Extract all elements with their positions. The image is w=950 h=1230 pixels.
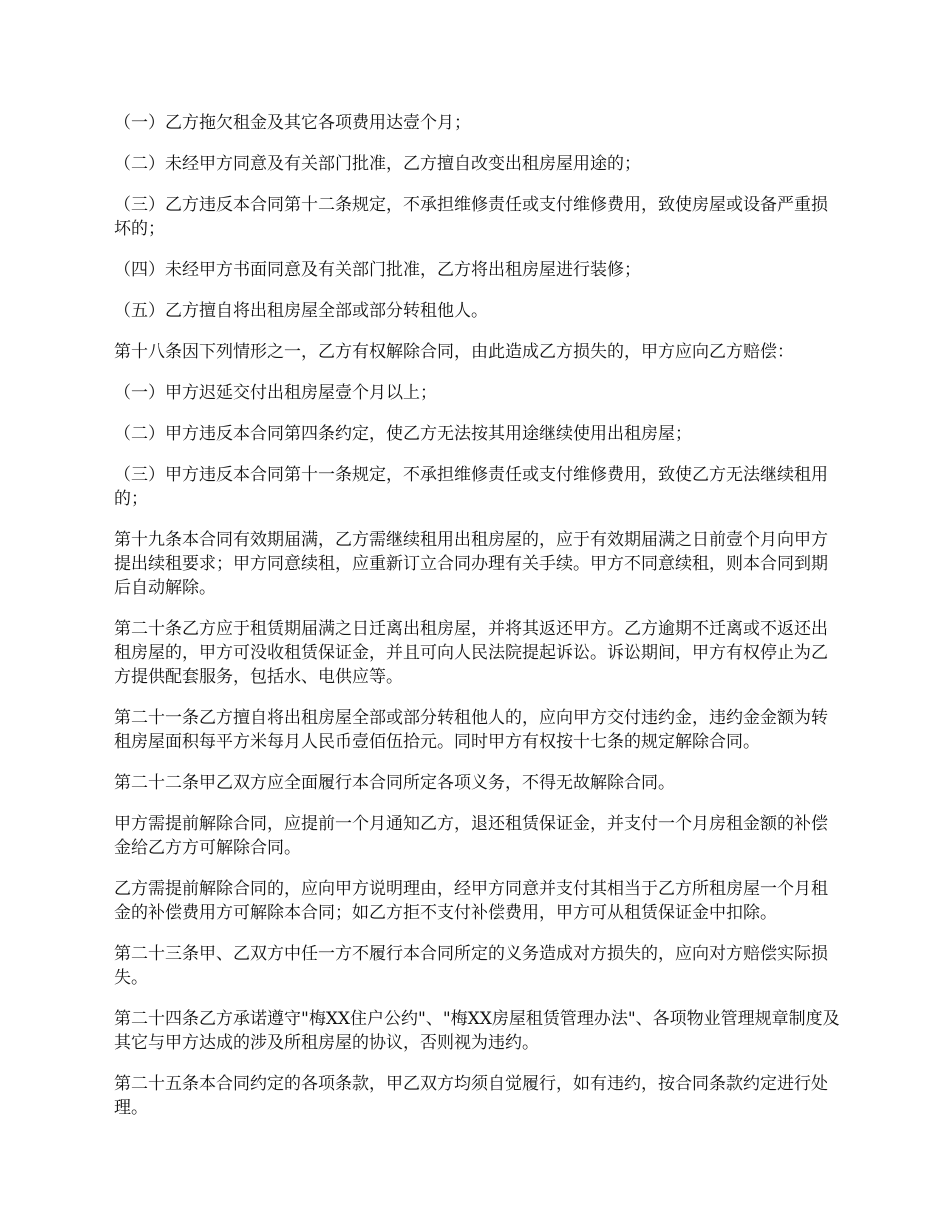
article-24: 第二十四条乙方承诺遵守"梅XX住户公约"、"梅XX房屋租赁管理办法"、各项物业管理规章制度及其它与甲方达成的涉及所租房屋的协议，否则视为违约。 (114, 1009, 840, 1053)
article-18: 第十八条因下列情形之一，乙方有权解除合同，由此造成乙方损失的，甲方应向乙方赔偿： (114, 342, 794, 362)
article-19: 第十九条本合同有效期届满，乙方需继续租用出租房屋的，应于有效期届满之日前壹个月向甲方提出续租要求；甲方同意续租，应重新订立合同办理有关手续。甲方不同意续租，则本合同到期后自动解除。 (114, 530, 828, 598)
article-22-party-a: 甲方需提前解除合同，应提前一个月通知乙方，退还租赁保证金，并支付一个月房租金额的补偿金给乙方方可解除合同。 (114, 814, 828, 858)
article-22: 第二十二条甲乙双方应全面履行本合同所定各项义务，不得无故解除合同。 (114, 773, 675, 793)
clause-item-2: （二）未经甲方同意及有关部门批准，乙方擅自改变出租房屋用途的； (114, 154, 641, 174)
article-18-item-1: （一）甲方迟延交付出租房屋壹个月以上； (114, 383, 437, 403)
article-20: 第二十条乙方应于租赁期届满之日迁离出租房屋，并将其返还甲方。乙方逾期不迁离或不返还出租房屋的，甲方可没收租赁保证金，并且可向人民法院提起诉讼。诉讼期间，甲方有权停止为乙方提供配套服务，包括水、电供应等。 (114, 619, 828, 687)
clause-item-3: （三）乙方违反本合同第十二条规定，不承担维修责任或支付维修费用，致使房屋或设备严重损坏的； (114, 195, 828, 239)
article-18-item-2: （二）甲方违反本合同第四条约定，使乙方无法按其用途继续使用出租房屋； (114, 424, 692, 444)
clause-item-4: （四）未经甲方书面同意及有关部门批准，乙方将出租房屋进行装修； (114, 260, 641, 280)
article-22-party-b: 乙方需提前解除合同的，应向甲方说明理由，经甲方同意并支付其相当于乙方所租房屋一个月租金的补偿费用方可解除本合同；如乙方拒不支付补偿费用，甲方可从租赁保证金中扣除。 (114, 879, 828, 923)
document-body (114, 111, 844, 1137)
clause-item-1: （一）乙方拖欠租金及其它各项费用达壹个月； (114, 113, 471, 133)
article-21: 第二十一条乙方擅自将出租房屋全部或部分转租他人的，应向甲方交付违约金，违约金金额为转租房屋面积每平方米每月人民币壹佰伍拾元。同时甲方有权按十七条的规定解除合同。 (114, 708, 828, 752)
article-18-item-3: （三）甲方违反本合同第十一条规定，不承担维修责任或支付维修费用，致使乙方无法继续租用的； (114, 465, 828, 509)
article-23: 第二十三条甲、乙双方中任一方不履行本合同所定的义务造成对方损失的，应向对方赔偿实际损失。 (114, 944, 828, 988)
clause-item-5: （五）乙方擅自将出租房屋全部或部分转租他人。 (114, 301, 488, 321)
article-25: 第二十五条本合同约定的各项条款，甲乙双方均须自觉履行，如有违约，按合同条款约定进行处理。 (114, 1074, 828, 1118)
